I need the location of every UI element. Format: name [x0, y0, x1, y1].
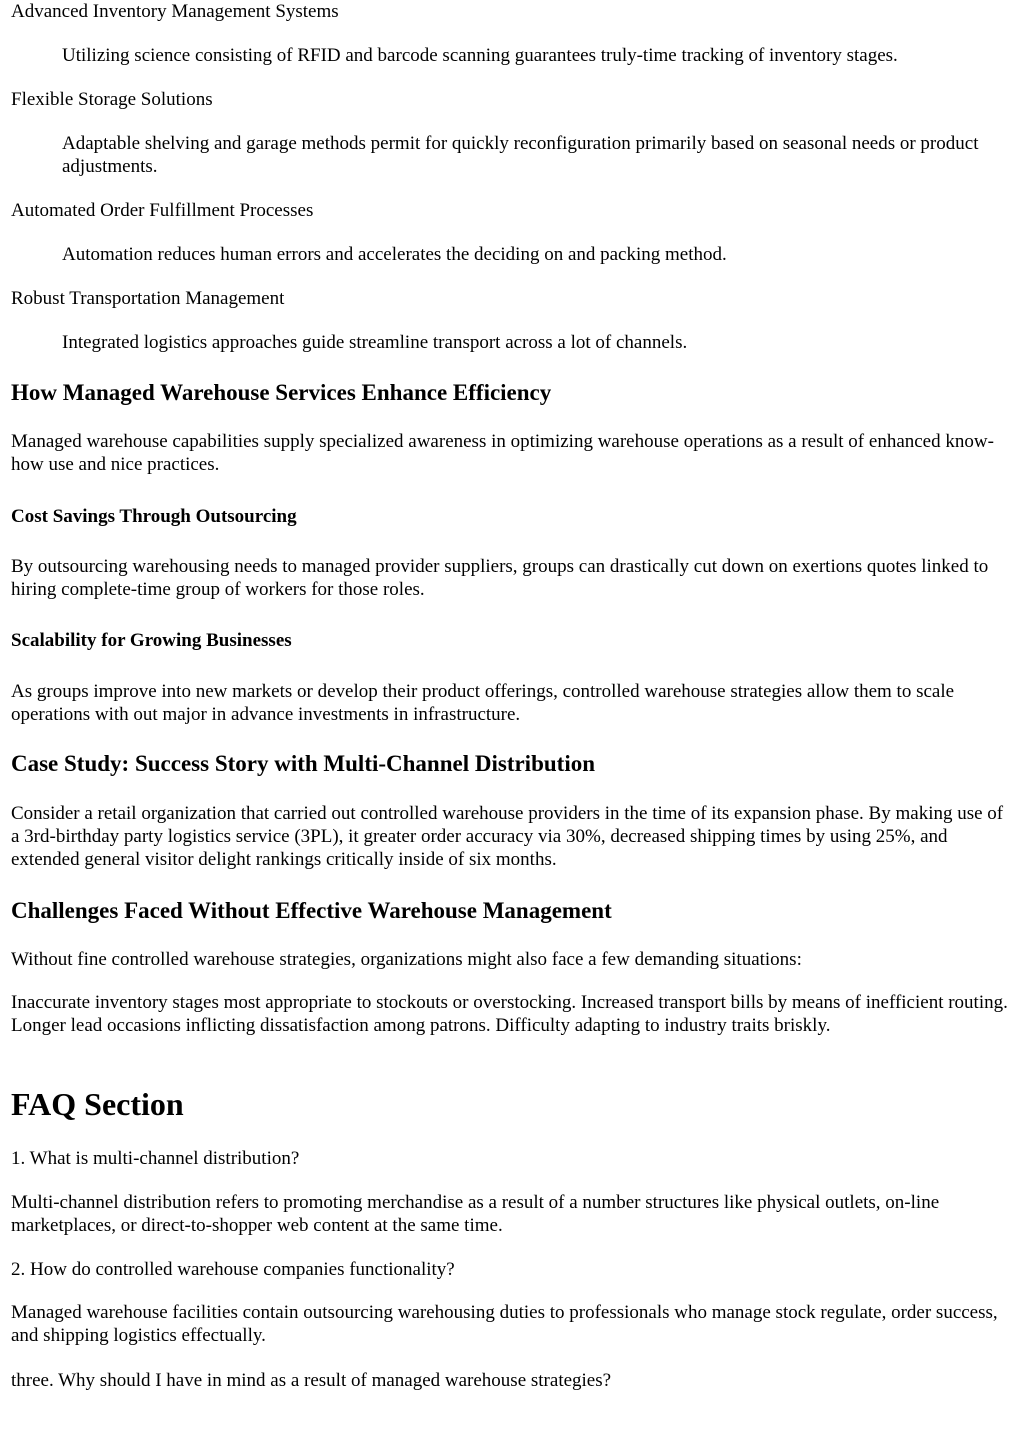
efficiency-intro: Managed warehouse capabilities supply specialized awareness in optimizing warehouse operations as a result of enhanced know-how use and nice practices.: [11, 431, 994, 475]
faq-question-2: 2. How do controlled warehouse companies functionality?: [11, 1259, 455, 1280]
section-heading-efficiency: How Managed Warehouse Services Enhance Efficiency: [11, 380, 552, 405]
definition-desc-storage: Adaptable shelving and garage methods permit for quickly reconfiguration primarily based on seasonal needs or product adjustments.: [62, 133, 979, 177]
faq-question-1: 1. What is multi-channel distribution?: [11, 1148, 300, 1169]
cost-savings-text: By outsourcing warehousing needs to managed provider suppliers, groups can drastically cut down on exertions quotes linked to hiring complete-time group of workers for those roles.: [11, 556, 989, 600]
faq-question-3: three. Why should I have in mind as a result of managed warehouse strategies?: [11, 1370, 612, 1391]
subheading-scalability: Scalability for Growing Businesses: [11, 630, 292, 651]
challenges-text: Inaccurate inventory stages most appropriate to stockouts or overstocking. Increased transport bills by means of inefficient routing. Longer lead occasions inflicting dissatisfaction among patrons. Difficulty adapting to industry traits briskly.: [11, 992, 1008, 1036]
subheading-cost-savings: Cost Savings Through Outsourcing: [11, 506, 297, 527]
case-study-text: Consider a retail organization that carried out controlled warehouse providers in the time of its expansion phase. By making use of a 3rd-birthday party logistics service (3PL), it greater order accuracy via 30%, decreased shipping times by using 25%, and extended general visitor delight rankings critically inside of six months.: [11, 803, 1004, 870]
section-heading-faq: FAQ Section: [11, 1086, 184, 1122]
faq-answer-2: Managed warehouse facilities contain outsourcing warehousing duties to professionals who manage stock regulate, order success, and shipping logistics effectually.: [11, 1302, 998, 1346]
definition-desc-inventory: Utilizing science consisting of RFID and barcode scanning guarantees truly-time tracking of inventory stages.: [62, 45, 898, 66]
section-heading-challenges: Challenges Faced Without Effective Warehouse Management: [11, 898, 612, 923]
definition-desc-transportation: Integrated logistics approaches guide streamline transport across a lot of channels.: [62, 332, 688, 353]
section-heading-case-study: Case Study: Success Story with Multi-Channel Distribution: [11, 751, 595, 776]
definition-term-fulfillment: Automated Order Fulfillment Processes: [11, 200, 314, 221]
definition-desc-fulfillment: Automation reduces human errors and accelerates the deciding on and packing method.: [62, 244, 727, 265]
definition-term-transportation: Robust Transportation Management: [11, 288, 285, 309]
definition-term-inventory: Advanced Inventory Management Systems: [11, 1, 339, 22]
challenges-intro: Without fine controlled warehouse strategies, organizations might also face a few demanding situations:: [11, 949, 802, 970]
faq-answer-1: Multi-channel distribution refers to promoting merchandise as a result of a number structures like physical outlets, on-line marketplaces, or direct-to-shopper web content at the same time.: [11, 1192, 940, 1236]
definition-term-storage: Flexible Storage Solutions: [11, 89, 213, 110]
scalability-text: As groups improve into new markets or develop their product offerings, controlled warehouse strategies allow them to scale operations with out major in advance investments in infrastructure.: [11, 681, 955, 725]
